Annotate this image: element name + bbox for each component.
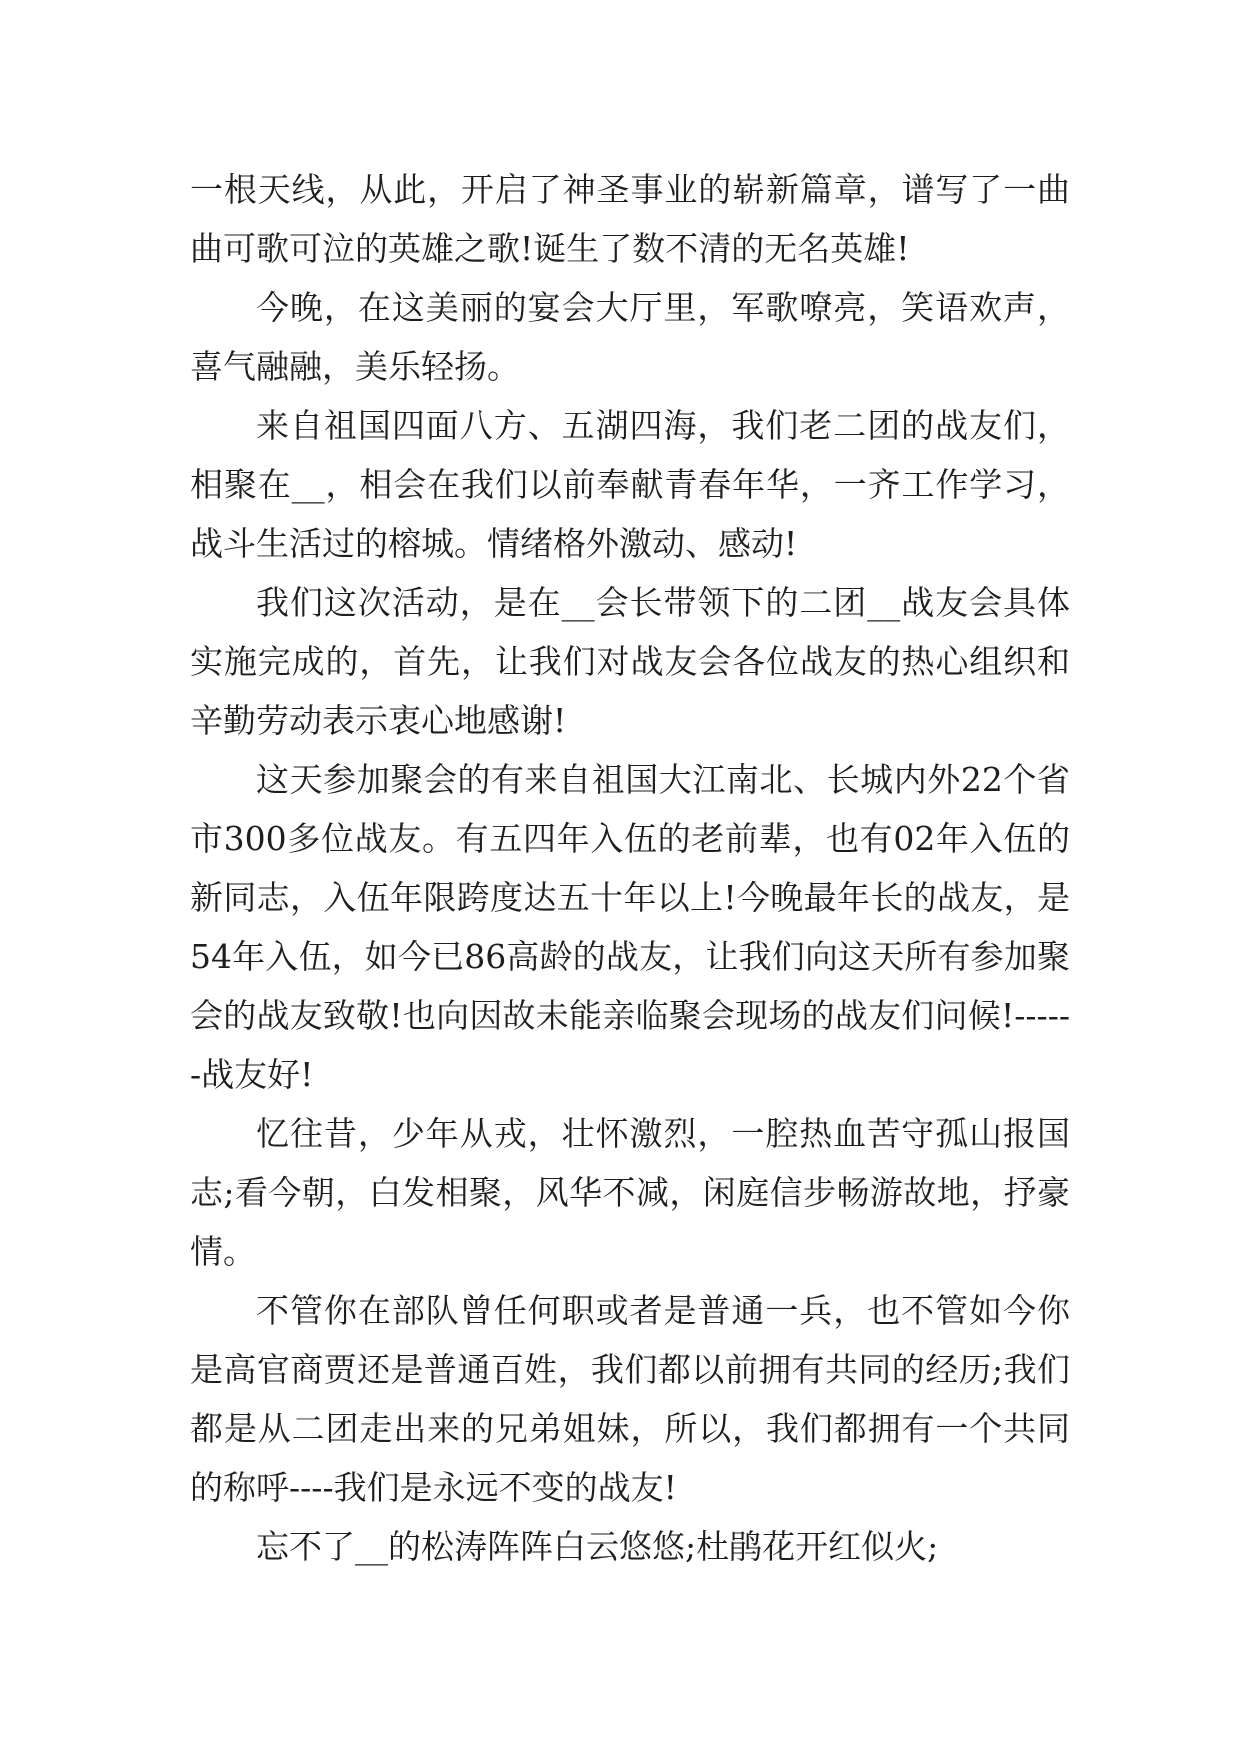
paragraph-5: 这天参加聚会的有来自祖国大江南北、长城内外22个省市300多位战友。有五四年入伍的老前辈，也有02年入伍的新同志，入伍年限跨度达五十年以上!今晚最年长的战友，是54年入伍，如今已86高龄的战友，让我们向这天所有参加聚会的战友致敬!也向因故未能亲临聚会现场的战友们问候!------战友好! — [190, 760, 1070, 1094]
paragraph-6: 忆往昔，少年从戎，壮怀激烈，一腔热血苦守孤山报国志;看今朝，白发相聚，风华不减，闲庭信步畅游故地，抒豪情。 — [190, 1114, 1070, 1271]
paragraph-2: 今晚，在这美丽的宴会大厅里，军歌嘹亮，笑语欢声，喜气融融，美乐轻扬。 — [190, 288, 1070, 386]
paragraph-8: 忘不了__的松涛阵阵白云悠悠;杜鹃花开红似火; — [256, 1527, 939, 1566]
paragraph-3: 来自祖国四面八方、五湖四海，我们老二团的战友们，相聚在__，相会在我们以前奉献青春年华，一齐工作学习，战斗生活过的榕城。情绪格外激动、感动! — [190, 406, 1070, 563]
paragraph-1: 一根天线，从此，开启了神圣事业的崭新篇章，谱写了一曲曲可歌可泣的英雄之歌!诞生了数不清的无名英雄! — [190, 170, 1070, 268]
paragraph-4: 我们这次活动，是在__会长带领下的二团__战友会具体实施完成的，首先，让我们对战友会各位战友的热心组织和辛勤劳动表示衷心地感谢! — [190, 583, 1070, 740]
paragraph-7: 不管你在部队曾任何职或者是普通一兵，也不管如今你是高官商贾还是普通百姓，我们都以前拥有共同的经历;我们都是从二团走出来的兄弟姐妹，所以，我们都拥有一个共同的称呼----我们是永远不变的战友! — [190, 1291, 1070, 1507]
document-body — [190, 160, 1070, 1576]
